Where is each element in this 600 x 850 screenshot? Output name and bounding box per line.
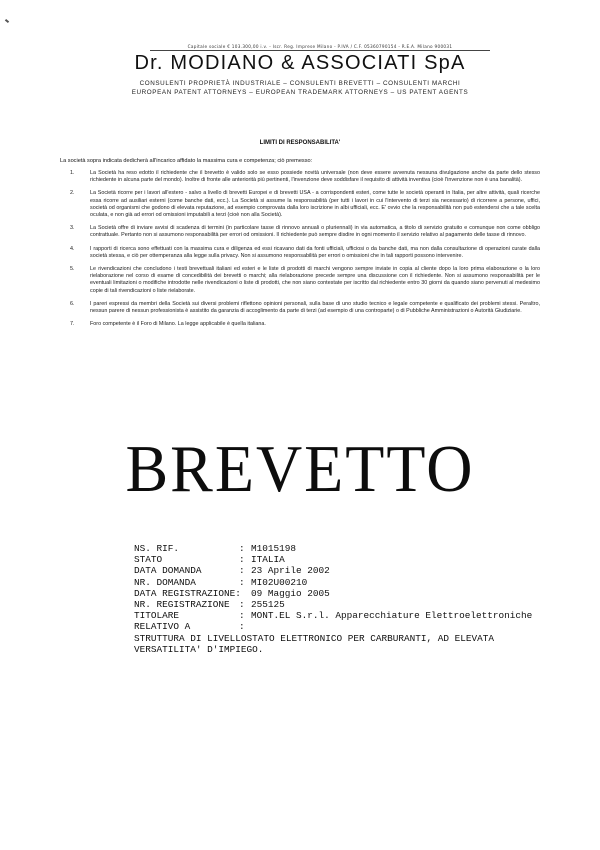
field-label: NR. DOMANDA — [134, 576, 196, 588]
clause-number: 1. — [70, 170, 75, 176]
clause-text: Le rivendicazioni che concludono i testi brevettuali italiani ed esteri e le liste di prodotti di marchi vengono sempre inviate in copia al cliente dopo la loro prima elaborazione o la loro rielaborazione nel corso di esame di concedibilità dei brevetti o marchi; alla rielaborazione precede sempre una discussione con il richiedente. Non si assumono responsabilità per le eventuali limitazioni o modifiche introdotte nelle rivendicazioni o liste di prodotti, che non siano contestate per iscritto dal richiedente entro 30 giorni da quando siano pervenuti al medesimo copie di tali rivendicazioni o liste rielaborate. — [90, 266, 540, 294]
field-row — [134, 543, 564, 554]
field-label: DATA REGISTRAZIONE: — [134, 587, 241, 599]
firm-name: Dr. MODIANO & ASSOCIATI SpA — [134, 52, 466, 74]
field-value: 09 Maggio 2005 — [251, 587, 330, 599]
limits-clauses — [70, 170, 540, 334]
field-row — [134, 577, 564, 588]
header-rule-top — [150, 50, 490, 51]
clause — [70, 321, 540, 328]
field-value: 23 Aprile 2002 — [251, 565, 330, 577]
patent-fields — [134, 543, 564, 633]
clause-text: La Società ha reso edotto il richiedente che il brevetto è valido solo se esso possiede novità universale (non deve essere avvenuta nessuna divulgazione anche da parte dello stesso richiedente in alcuna parte del mondo). Inoltre di fronte alle anteriorità più pertinenti, l'invenzione deve soddisfare il requisito di attività inventiva (cioè l'invenzione non è una banalità). — [90, 170, 540, 184]
clause-text: I pareri espressi da membri della Società sui diversi problemi riflettono opinioni personali, sulla base di uno studio tecnico e legale competente e qualificato dei problemi stessi. Peraltro, nessun parere di nessun professionista è assistito da garanzia di accoglimento da parte di terzi (ad esempio di una controparte) o di Pubbliche Amministrazioni o Autorità Giudiziarie. — [90, 300, 540, 315]
clause-text: Foro competente è il Foro di Milano. La legge applicabile è quella italiana. — [90, 321, 266, 328]
limits-intro: La società sopra indicata dedicherà all'incarico affidato la massima cura e competenza; ciò premesso: — [60, 158, 313, 164]
clause-number: 2. — [70, 190, 75, 197]
field-separator: : — [239, 610, 245, 622]
field-row — [134, 610, 564, 621]
clause — [70, 246, 540, 260]
field-value: 255125 — [251, 598, 285, 610]
field-separator: : — [239, 565, 245, 577]
field-separator: : — [239, 621, 245, 633]
field-value: MI02U00210 — [251, 576, 308, 588]
document-title: BREVETTO — [125, 431, 475, 506]
firm-subtitle-line2: EUROPEAN PATENT ATTORNEYS – EUROPEAN TRADEMARK ATTORNEYS – US PATENT AGENTS — [131, 89, 469, 96]
field-value: MONT.EL S.r.l. Apparecchiature Elettroelettroniche — [251, 610, 533, 622]
field-separator: : — [239, 543, 245, 554]
field-separator: : — [239, 598, 245, 610]
field-label: STATO — [134, 554, 163, 566]
field-row — [134, 621, 564, 632]
field-value: M1015198 — [251, 543, 297, 554]
field-separator: : — [239, 554, 245, 566]
clause-number: 4. — [70, 245, 75, 252]
company-fine-print: Capitale sociale € 103.300,00 i.v. - Iscr. Reg. Imprese Milano - P.IVA / C.F. 05360790154 - R.E.A. Milano 900031 — [187, 44, 453, 49]
field-separator: : — [239, 576, 245, 588]
clause — [70, 225, 540, 239]
clause-number: 5. — [70, 266, 75, 273]
field-row — [134, 588, 564, 599]
clause-number: 3. — [70, 225, 75, 232]
firm-subtitle-line1: CONSULENTI PROPRIETÀ INDUSTRIALE – CONSULENTI BREVETTI – CONSULENTI MARCHI — [139, 80, 461, 87]
limits-heading: LIMITI DI RESPONSABILITA' — [259, 140, 341, 146]
field-label: RELATIVO A — [134, 621, 191, 633]
field-row — [134, 599, 564, 610]
field-label: TITOLARE — [134, 610, 180, 622]
field-value — [251, 621, 564, 632]
clause-number: 7. — [70, 321, 75, 328]
clause-text: La Società ricorre per i lavori all'estero - salvo a livello di brevetti Europei e di brevetti USA - a corrispondenti esteri, come tutte le società operanti in Italia, per altre attività, quali ricerche essa ricorre ad ausiliari esterni (come banche dati, ecc.). La Società si assume la responsabilità (per tutti i lavori in cui l'intervento di terzi sia necessario) di ricorrere a persone, uffici, società od organismi che godono di elevata reputazione, ad esempio comprovata dalla loro iscrizione in albi ufficiali, ecc. E' ovvio che la responsabilità non può estendersi che a tale scelta oculata, e non già ad errori od omissioni imputabili a terzi (cioè non alla Società). — [90, 190, 540, 219]
field-label: NR. REGISTRAZIONE — [134, 598, 230, 610]
clause — [70, 170, 540, 184]
clause-text: I rapporti di ricerca sono effettuati con la massima cura e diligenza ed essi ricavano dati da fonti ufficiali, ufficiosi o da banche dati, ma non dalla consultazione di operazioni curate dalla società stessa, e ciò per ottemperanza alla legge sulla privacy. Non si assumono responsabilità per errori o omissioni che in tali rapporti possono intervenire. — [90, 245, 540, 259]
clause — [70, 301, 540, 315]
clause-text: La Società offre di inviare avvisi di scadenza di termini (in particolare tasse di rinnovo annuali o pluriennali) in via automatica, a titolo di servizio gratuito e comunque non come obbligo contrattuale. Pertanto non si assumono responsabilità per errori od omissioni. Il richiedente può sempre disdire in ogni momento il servizio relativo al pagamento delle tasse di rinnovo. — [90, 225, 540, 239]
clause — [70, 266, 540, 295]
field-row — [134, 565, 564, 576]
field-label: NS. RIF. — [134, 543, 180, 554]
clause — [70, 190, 540, 219]
field-row — [134, 554, 564, 565]
clause-number: 6. — [70, 300, 75, 307]
patent-description: STRUTTURA DI LIVELLOSTATO ELETTRONICO PER CARBURANTI, AD ELEVATA VERSATILITA' D'IMPIEGO. — [134, 633, 495, 656]
scan-mark — [5, 19, 9, 23]
field-value: ITALIA — [251, 554, 285, 566]
field-label: DATA DOMANDA — [134, 565, 202, 577]
